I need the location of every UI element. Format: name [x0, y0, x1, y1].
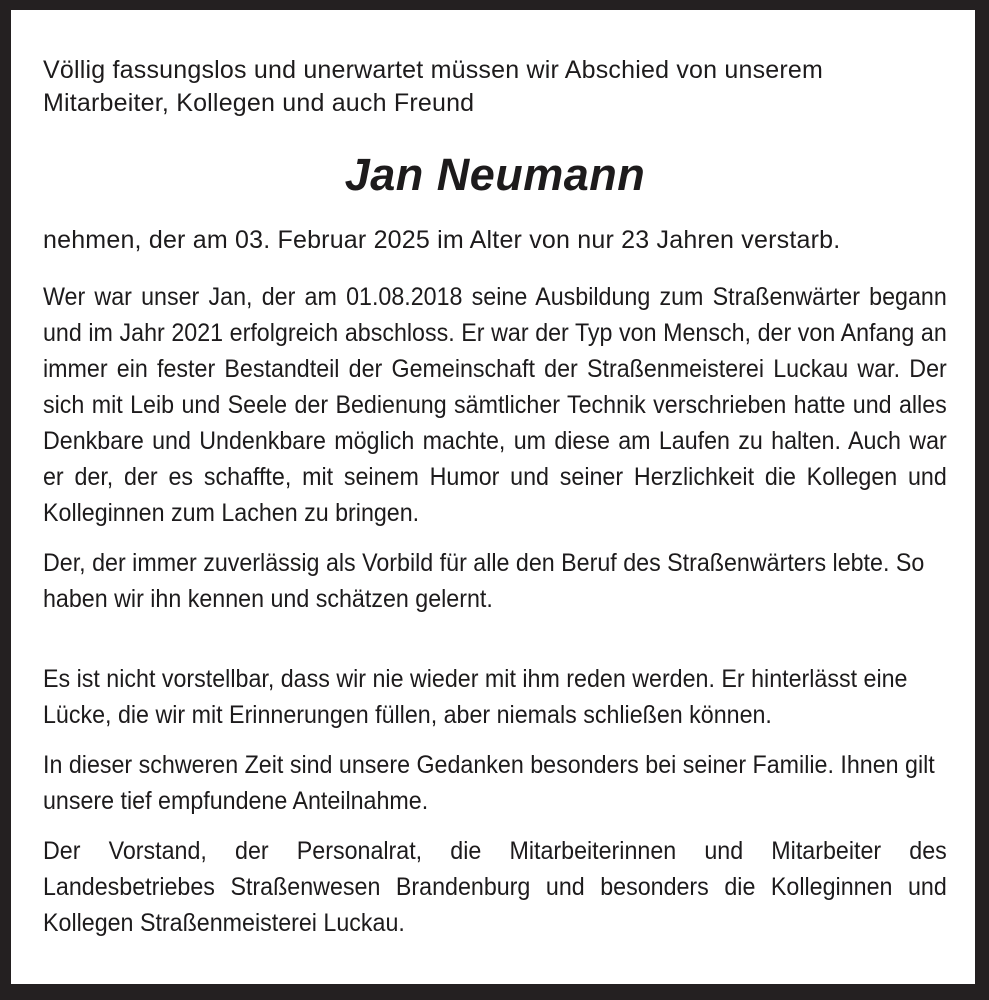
- obituary-paragraph-signature: Der Vorstand, der Personalrat, die Mitarbeiterinnen und Mitarbeiter des Landesbetriebes Straßenwesen Brandenburg und besonders die Kolleginnen und Kollegen Straßenmeisterei Luckau.: [43, 837, 947, 937]
- obituary-paragraph-role-model: Der, der immer zuverlässig als Vorbild für alle den Beruf des Straßenwärters lebte. So haben wir ihn kennen und schätzen gelernt.: [43, 549, 925, 613]
- obituary-paragraph-biography: Wer war unser Jan, der am 01.08.2018 seine Ausbildung zum Straßenwärter begann und im Jahr 2021 erfolgreich abschloss. Er war der Typ von Mensch, der von Anfang an immer ein fester Bestandteil der Gemeinschaft der Straßenmeisterei Luckau war. Der sich mit Leib und Seele der Bedienung sämtlicher Technik verschrieben hatte und alles Denkbare und Undenkbare möglich machte, um diese am Laufen zu halten. Auch war er der, der es schaffte, mit seinem Humor und seiner Herzlichkeit die Kollegen und Kolleginnen zum Lachen zu bringen.: [43, 283, 947, 527]
- obituary-paragraph-condolence: In dieser schweren Zeit sind unsere Gedanken besonders bei seiner Familie. Ihnen gilt unsere tief empfundene Anteilnahme.: [43, 751, 935, 815]
- obituary-notice: [11, 10, 975, 984]
- after-name-text: nehmen, der am 03. Februar 2025 im Alter von nur 23 Jahren verstarb.: [43, 226, 841, 254]
- deceased-name: Jan Neumann: [344, 149, 646, 200]
- intro-text: Völlig fassungslos und unerwartet müssen wir Abschied von unserem Mitarbeiter, Kollegen und auch Freund: [43, 56, 824, 117]
- obituary-paragraph-loss: Es ist nicht vorstellbar, dass wir nie wieder mit ihm reden werden. Er hinterlässt eine Lücke, die wir mit Erinnerungen füllen, aber niemals schließen können.: [43, 665, 908, 729]
